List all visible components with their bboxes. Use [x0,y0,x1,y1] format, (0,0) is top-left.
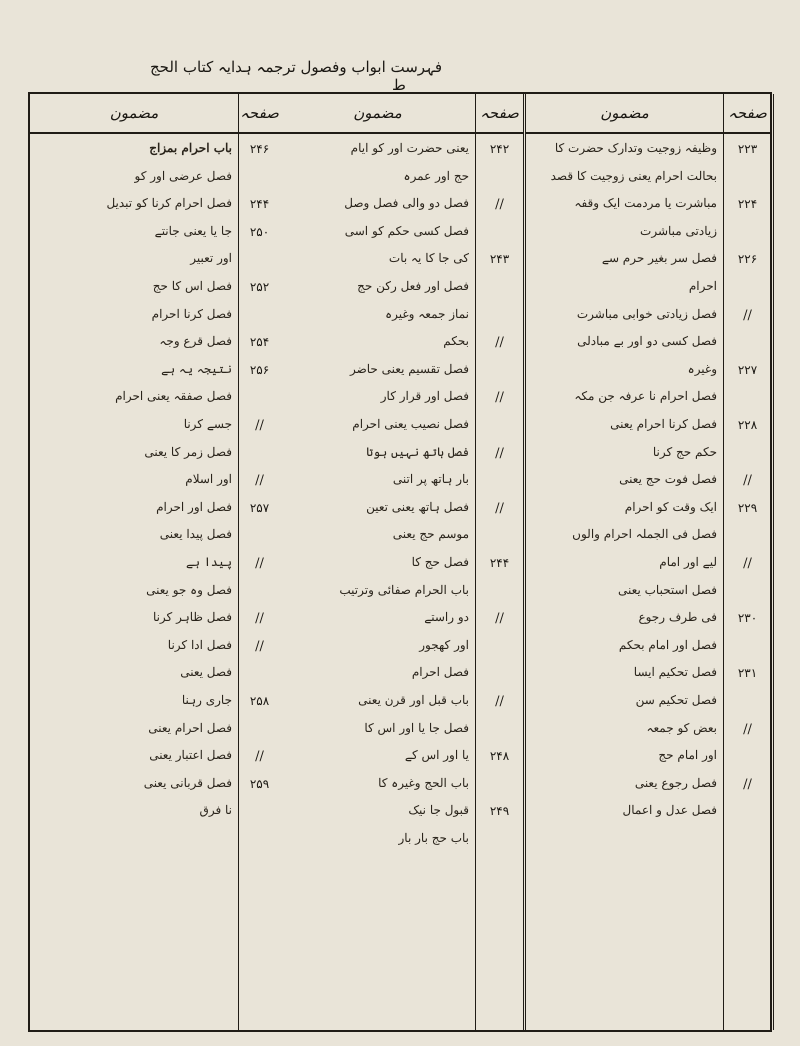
page-number: ۲۲۳ [737,142,758,156]
page-number: ۲۵۰ [249,224,270,239]
ditto-mark: // [743,556,752,571]
index-entry: وغیرہ [687,362,717,376]
page-numbers-right [724,134,771,1030]
subject-heading-right: مضمون [526,94,723,134]
page-number: ۲۲۴ [737,197,758,212]
page-number: ۲۴۲ [489,142,510,156]
ditto-mark: // [495,335,504,351]
index-entry: اور کھجور [419,638,469,652]
page-number: ۲۴۳ [489,252,510,267]
index-entry: فصل دو والی فصل وصل [344,197,469,211]
index-entry: فصل کسی دو اور بے مبادلی [577,335,717,349]
index-entry: فصل زیادتی خوابی مباشرت [576,307,717,321]
index-entry: فصل اعتبار یعنی [149,749,232,763]
page-number: ۲۵۹ [249,776,270,791]
ditto-mark: // [495,197,504,213]
index-entry: فصل اس کا حج [152,280,232,293]
index-entry: کی جا کا یہ بات [388,252,469,266]
index-entry: فصل عرضی اور کو [134,169,232,183]
index-entry: فصل حج کا [411,556,469,569]
index-entry: اور اسلام [185,473,232,487]
index-table [28,92,772,1032]
index-entry: بحکم [443,335,469,349]
subject-entries-left [30,134,238,1030]
page-number: ۲۴۹ [489,804,510,819]
subject-entries-middle [280,134,475,1030]
index-entry: باب قبل اور قرن یعنی [358,694,469,707]
index-entry: مباشرت یا مردمت ایک وقفہ [574,197,717,211]
index-entry: جا یا یعنی جانتے [154,224,232,238]
index-entry: حکم حج کرنا [652,445,717,459]
ditto-mark: // [255,473,264,489]
index-entry: فصل تقسیم یعنی حاضر [349,362,469,376]
ditto-mark: // [255,638,264,654]
index-entry: بار ہاتھ پر اتنی [392,473,469,487]
page-heading-left: صفحہ [239,94,280,134]
page-number: ۲۲۹ [737,500,758,515]
ditto-mark: // [495,694,504,709]
subject-column-right [526,94,723,1030]
index-entry: فصل ظاہر کرنا [152,611,232,625]
page-number: ۲۵۷ [249,500,270,515]
index-entry: پیدا ہے [185,556,232,569]
index-entry: فصل کسی حکم کو اسی [344,224,469,238]
index-entry: فصل ہاتھ یعنی تعین [366,500,469,514]
page-number: ۲۲۷ [737,362,758,377]
index-entry: ایک وقت کو احرام [624,500,717,514]
index-entry: باب الحج وغیرہ کا [378,776,469,790]
index-entry: نماز جمعہ وغیرہ [385,307,469,321]
page-column-right [723,94,771,1030]
ditto-mark: // [743,721,752,737]
index-entry: فصل قرع وجہ [159,335,232,349]
page-number: ۲۵۲ [249,280,270,294]
index-entry: فی طرف رجوع [638,611,717,625]
index-entry: اور امام حج [658,749,717,763]
column-group-left [30,94,280,1030]
page-number: ۲۳۰ [737,611,758,626]
index-entry: فصل استحباب یعنی [618,583,717,597]
index-entry: فصل اور احرام [156,500,232,514]
page-number: ۲۴۴ [489,556,510,570]
page-numbers-left [239,134,280,1030]
index-entry: جسے کرنا [183,418,232,431]
index-entry: فصل اور قرار کار [380,390,469,404]
column-group-right [526,94,774,1030]
ditto-mark: // [255,611,264,627]
index-entry: فصل ہاتھ نہیں ہوتا [366,445,469,459]
running-title: فہرست ابواب وفصول ترجمہ ہدایہ کتاب الحج [150,58,443,76]
index-entry: فصل کرنا احرام [151,307,232,321]
subject-column-middle [280,94,475,1030]
page-heading-right: صفحہ [724,94,771,134]
index-entry: فصل تحکیم سن [635,694,717,707]
index-entry: حج اور عمرہ [403,169,469,183]
index-entry: جاری رہنا [181,694,232,707]
page-number: ۲۳۱ [737,666,758,681]
subject-column-left [30,94,238,1030]
ditto-mark: // [255,749,264,765]
index-entry: احرام [688,280,717,293]
index-entry: فصل صفقہ یعنی احرام [115,390,232,404]
index-entry: یا اور اس کے [404,749,469,763]
ditto-mark: // [495,445,504,461]
index-entry: بحالت احرام یعنی زوجیت کا قصد [550,169,717,183]
ditto-mark: // [743,473,752,489]
page-number: ۲۲۸ [737,418,758,432]
index-entry: لیے اور امام [659,556,717,569]
index-entry: فصل احرام کرنا کو تبدیل [106,197,232,211]
index-entry: فصل جا یا اور اس کا [364,721,469,735]
index-entry: فصل تحکیم ایسا [633,666,717,680]
index-entry: وظیفہ زوجیت وتدارک حضرت کا [554,142,717,155]
page-number: ۲۵۸ [249,694,270,708]
index-entry: فصل احرام [411,666,469,680]
ditto-mark: // [255,556,264,571]
page-number: ۲۴۶ [249,142,270,156]
index-entry: باب حج بار بار [398,832,469,845]
page-numbers-middle [476,134,523,1030]
page-number: ۲۵۴ [249,335,270,350]
index-entry: فصل اور فعل رکن حج [357,280,469,293]
page-mark: ط [392,76,406,94]
column-group-middle [280,94,526,1030]
index-entry: فصل فی الجملہ احرام والوں [572,528,717,542]
index-entry: فصل احرام نا عرفہ جن مکہ [574,390,717,404]
index-entry: باب الحرام صفائی وترتیب [339,583,469,597]
page-column-middle [475,94,523,1030]
index-entry: فصل زمر کا یعنی [144,445,232,459]
index-entry: فصل رجوع یعنی [634,776,717,790]
index-entry: باب احرام بمزاج [149,142,232,155]
index-entry: فصل اور امام بحکم [618,638,717,652]
index-entry: فصل کرنا احرام یعنی [610,418,717,431]
page-number: ۲۴۴ [249,197,270,212]
ditto-mark: // [495,611,504,627]
ditto-mark: // [743,776,752,792]
page-number: ۲۴۸ [489,749,510,764]
index-entry: یعنی حضرت اور کو ایام [350,142,469,155]
index-entry: فصل نصیب یعنی احرام [352,418,469,431]
index-entry: نتیجہ یہ ہے [161,362,232,376]
index-entry: فصل احرام یعنی [148,721,232,735]
index-entry: بعض کو جمعہ [646,721,717,735]
ditto-mark: // [495,390,504,406]
index-entry: موسم حج یعنی [392,528,469,542]
index-entry: فصل سر بغیر حرم سے [601,252,717,266]
page-column-left [238,94,280,1030]
subject-heading-left: مضمون [30,94,238,134]
subject-heading-middle: مضمون [280,94,475,134]
index-entry: فصل ادا کرنا [167,638,232,652]
index-entry: دو راستے [424,611,469,625]
index-entry: زیادتی مباشرت [640,224,717,238]
ditto-mark: // [495,500,504,516]
page-heading-middle: صفحہ [476,94,523,134]
page-number: ۲۲۶ [737,252,758,267]
ditto-mark: // [255,418,264,433]
subject-entries-right [526,134,723,1030]
index-entry: اور تعبیر [190,252,232,266]
index-entry: فصل فوت حج یعنی [619,473,717,487]
index-entry: فصل یعنی [180,666,232,680]
ditto-mark: // [743,307,752,323]
index-entry: فصل پیدا یعنی [159,528,232,542]
index-entry: فصل وہ جو یعنی [146,583,232,597]
index-entry: نا فرق [199,804,232,818]
index-entry: فصل قربانی یعنی [143,776,232,790]
page-number: ۲۵۶ [249,362,270,377]
index-entry: قبول جا نیک [408,804,469,818]
index-entry: فصل عدل و اعمال [622,804,717,818]
